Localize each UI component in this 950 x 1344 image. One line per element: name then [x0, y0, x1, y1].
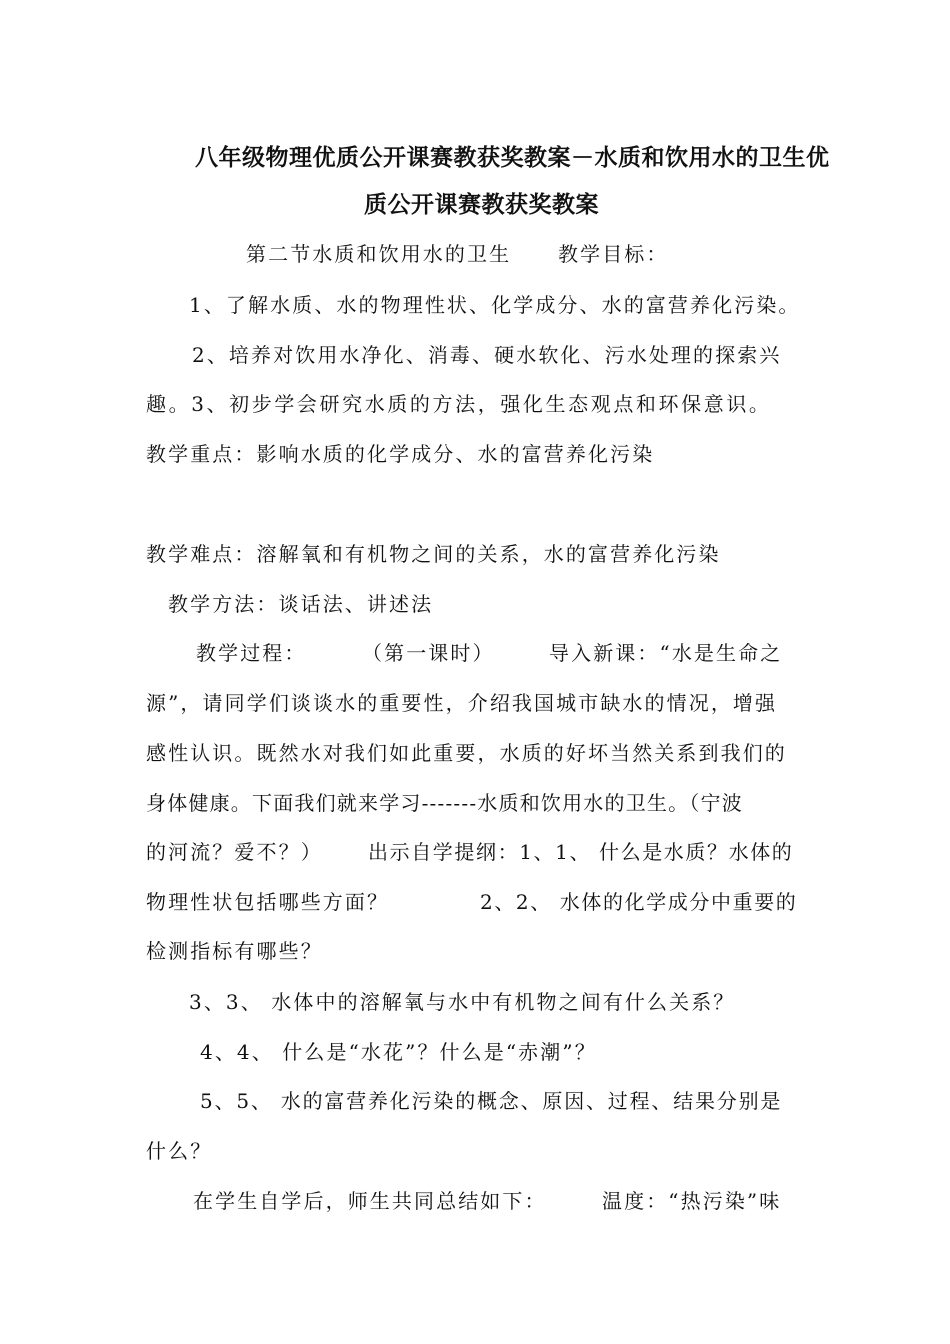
outline-item-4: 4、4、 什么是“水花”？什么是“赤潮”？: [200, 1040, 597, 1064]
intro-text-start: 导入新课：“水是生命之: [549, 641, 783, 665]
document-title-line-2: 质公开课赛教获奖教案: [364, 192, 599, 218]
summary-temperature: 温度：“热污染”味: [602, 1189, 782, 1213]
outline-item-2: 2、2、 水体的化学成分中重要的: [480, 890, 798, 914]
outline-item-3: 3、3、 水体中的溶解氧与水中有机物之间有什么关系？: [189, 990, 736, 1014]
paragraph-line: 什么？: [146, 1139, 213, 1163]
outline-item-5: 5、5、 水的富营养化污染的概念、原因、过程、结果分别是: [200, 1089, 783, 1113]
lesson-number: （第一课时）: [362, 641, 495, 665]
paragraph-line: 检测指标有哪些？: [146, 939, 323, 963]
teaching-methods: 教学方法：谈话法、讲述法: [168, 592, 434, 616]
objective-3: 趣。3、初步学会研究水质的方法，强化生态观点和环保意识。: [146, 392, 772, 416]
paragraph-line: 身体健康。下面我们就来学习-------水质和饮用水的卫生。（宁波: [146, 791, 743, 815]
objective-2: 2、培养对饮用水净化、消毒、硬水软化、污水处理的探索兴: [192, 343, 782, 367]
difficult-points: 教学难点：溶解氧和有机物之间的关系，水的富营养化污染: [146, 542, 721, 566]
objective-1: 1、了解水质、水的物理性状、化学成分、水的富营养化污染。: [189, 293, 801, 317]
process-label: 教学过程：: [196, 641, 307, 665]
key-points: 教学重点：影响水质的化学成分、水的富营养化污染: [146, 442, 655, 466]
objectives-label: 教学目标：: [558, 242, 669, 266]
summary-intro: 在学生自学后，师生共同总结如下：: [193, 1189, 547, 1213]
paragraph-line: 物理性状包括哪些方面？: [146, 890, 390, 914]
paragraph-line: 源”，请同学们谈谈水的重要性，介绍我国城市缺水的情况，增强: [146, 691, 778, 715]
paragraph-line: 的河流？爱不？）: [146, 840, 323, 864]
paragraph-line: 感性认识。既然水对我们如此重要，水质的好坏当然关系到我们的: [146, 741, 787, 765]
outline-item-1: 出示自学提纲：1、1、 什么是水质？水体的: [368, 840, 794, 864]
section-heading: 第二节水质和饮用水的卫生: [246, 242, 512, 266]
document-title-line-1: 八年级物理优质公开课赛教获奖教案－水质和饮用水的卫生优: [195, 145, 830, 171]
